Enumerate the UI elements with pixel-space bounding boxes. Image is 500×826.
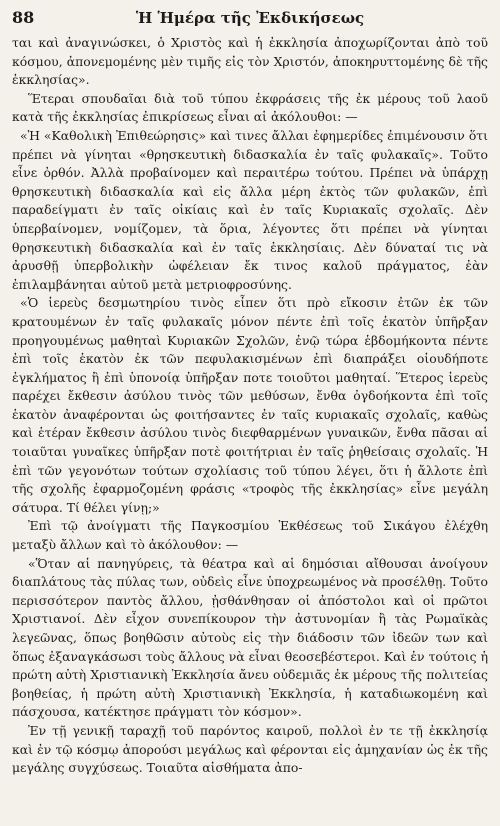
running-title: Ἡ Ἡμέρα τῆς Ἐκδικήσεως [135,9,365,27]
quote-prison-chaplain: «Ὁ ἱερεὺς δεσμωτηρίου τινὸς εἶπεν ὅτι πρὸ εἴκοσιν ἐτῶν ἐκ τῶν κρατουμένων ἐν ταῖς φυλακαῖς μόνον πέντε ἐπὶ τοῖς ἑκατὸν ὑπῆρξαν προηγουμένως μαθηταὶ Κυριακῶν Σχολῶν, ἐνῷ τώρα ἑβδομήκοντα πέντε ἐπὶ τοῖς ἑκατὸν ἐκ τῶν πεφυλακισμένων ἐπὶ διαπράξει οἱουδήποτε ἐγκλήματος ἢ ἐπὶ ὑπονοίᾳ ὑπῆρξαν ποτε τοιοῦτοι μαθηταί. Ἕτερος ἱερεὺς παρέχει ἔκθεσιν ἀσύλου τινὸς τῶν μεθύσων, ἔνθα ὀγδοήκοντα ἐπὶ τοῖς ἑκατὸν ἀναφέρονται ὡς φοιτήσαντες ἐν ταῖς κυριακαῖς σχολαῖς, καθὼς καὶ ἑτέραν ἔκθεσιν ἀσύλου τινὸς διεφθαρμένων γυναικῶν, ἔνθα πᾶσαι αἱ τοιαῦται γυναῖκες ὑπῆρξαν ποτὲ φοιτήτριαι ἐν ταῖς ῥηθείσαις σχολαῖς. Ἡ ἐπὶ τῶν γεγονότων τούτων σχολίασις τοῦ τύπου λέγει, ὅτι ἡ ἄλλοτε ἐπὶ τῆς σχολῆς ἐφαρμοζομένη φράσις «τροφὸς τῆς ἐκκλησίας» εἶνε μεγάλη σάτυρα. Τί θέλει γίνῃ;» [12,295,488,515]
quote-fairs-and-theatres: «Ὅταν αἱ πανηγύρεις, τὰ θέατρα καὶ αἱ δημόσιαι αἴθουσαι ἀνοίγουν διαπλάτους τὰς πύλας των, οὐδεὶς εἶνε ὑποχρεωμένος νὰ προσέλθῃ. Τοῦτο περισσότερον παντὸς ἄλλου, ᾐσθάνθησαν οἱ ἀπόστολοι καὶ οἱ πρῶτοι Χριστιανοί. Δὲν εἶχον συνεπίκουρον τὴν ἀστυνομίαν ἢ τὰς Ρωμαϊκὰς λεγεῶνας, ὅπως βοηθῶσιν αὐτοὺς εἰς τὴν διάδοσιν τῶν ἰδεῶν των καὶ ὅπως ἐξαναγκάσωσι τοὺς ἄλλους νὰ εἶναι θεοσεβέστεροι. Καὶ ἐν τούτοις ἡ πρώτη αὐτὴ Χριστιανικὴ Ἐκκλησία ἄνευ οὐδεμιᾶς ἐκ μέρους τῆς πολιτείας βοηθείας, ἡ πρώτη αὐτὴ Χριστιανικὴ Ἐκκλησία, ἡ καταδιωκομένη καὶ πάσχουσα, κατέκτησε πράγματι τὸν κόσμον». [12,555,488,720]
page-number: 88 [12,8,35,27]
paragraph-continuation: ται καὶ ἀναγινώσκει, ὁ Χριστὸς καὶ ἡ ἐκκλησία ἀποχωρίζονται ἀπὸ τοῦ κόσμου, ἀπονεμομένης μὲν τιμῆς εἰς τὸν Χριστόν, ἀποκηρυττομένης δὲ τῆς ἐκκλησίας». [12,35,488,88]
paragraph-chicago-exhibition: Ἐπὶ τῷ ἀνοίγματι τῆς Παγκοσμίου Ἐκθέσεως τοῦ Σικάγου ἐλέχθη μεταξὺ ἄλλων καὶ τὸ ἀκόλουθον: — [12,518,488,553]
body-text [12,34,488,778]
quote-catholic-review: «Ἡ «Καθολικὴ Ἐπιθεώρησις» καὶ τινες ἄλλαι ἐφημερίδες ἐπιμένουσιν ὅτι πρέπει νὰ γίνηται «θρησκευτικὴ διδασκαλία ἐν ταῖς φυλακαῖς». Τοῦτο εἶνε ὀρθόν. Ἀλλὰ προβαίνομεν καὶ περαιτέρω τούτου. Πρέπει νὰ ὑπάρχῃ θρησκευτικὴ διδασκαλία καὶ εἰς ἄλλα μέρη ἐκτὸς τῶν φυλακῶν, ἐπὶ παραδείγματι ἐν ταῖς οἰκίαις καὶ ἐν ταῖς Κυριακαῖς σχολαῖς. Δὲν ὑπερβαίνομεν, νομίζομεν, τὰ ὅρια, λέγοντες ὅτι πρέπει νὰ γίνηται θρησκευτικὴ διδασκαλία καὶ ἐν ταῖς ἐκκλησίαις. Δὲν δύναταί τις νὰ ἀρυσθῇ ὑπερβολικὴν ὠφέλειαν ἔκ τινος καλοῦ πράγματος, ἐὰν ἐπιλαμβάνηται αὐτοῦ μετὰ μετριοφροσύνης. [12,127,488,292]
paragraph-general-confusion: Ἐν τῇ γενικῇ ταραχῇ τοῦ παρόντος καιροῦ, πολλοὶ ἐν τε τῇ ἐκκλησίᾳ καὶ ἐν τῷ κόσμῳ ἀπορούσι μεγάλως καὶ φέρονται εἰς ἀμηχανίαν ὡς ἐκ τῆς μεγάλης συγχύσεως. Τοιαῦτα αἰσθήματα ἀπο- [12,722,488,776]
paragraph-press-expressions: Ἕτεραι σπουδαῖαι διὰ τοῦ τύπου ἐκφράσεις τῆς ἐκ μέρους τοῦ λαοῦ κατὰ τῆς ἐκκλησίας ἐπικρίσεως εἶναι αἱ ἀκόλουθοι: — [12,90,488,125]
page-header [12,8,488,34]
